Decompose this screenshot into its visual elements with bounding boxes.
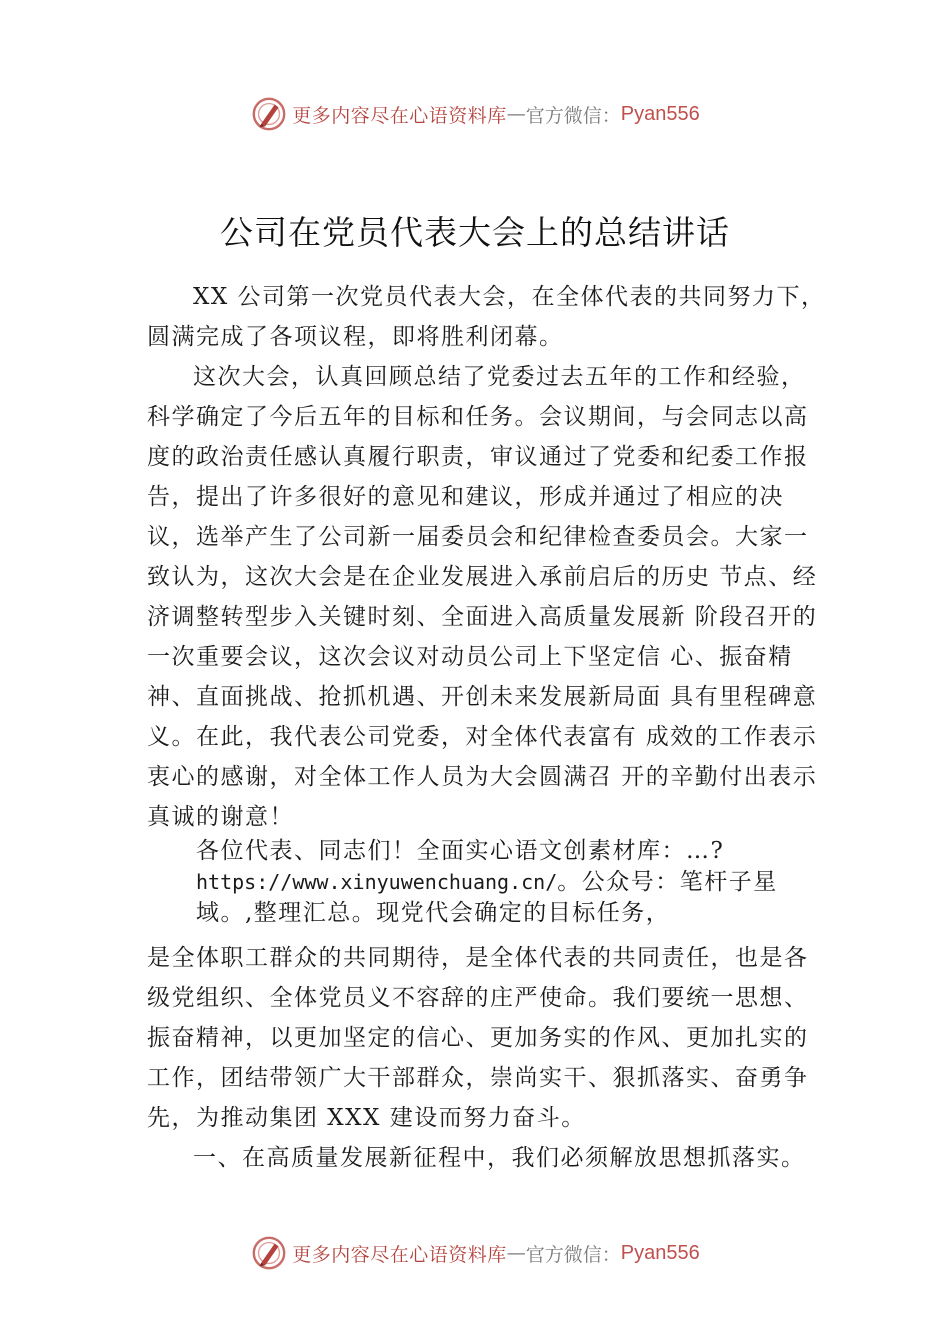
pen-logo-icon xyxy=(250,1234,288,1272)
paragraph-4 xyxy=(147,938,827,1138)
paragraph-4-text: 是全体职工群众的共同期待，是全体代表的共同责任，也是各级党组织、全体党员义不容辞的庄严使命。我们要统一思想、振奋精神，以更加坚定的信心、更加务实的作风、更加扎实的工作，团结带领广大干部群众，崇尚实干、狠抓落实、奋勇争先，为推动集团 XXX 建设而努力奋斗。 xyxy=(147,945,809,1131)
paragraph-3-line-1: 各位代表、同志们！全面实心语文创素材库：…? xyxy=(196,838,725,864)
paragraph-5 xyxy=(147,1138,827,1178)
watermark-dash: — xyxy=(506,1242,526,1264)
watermark-brand-text: 更多内容尽在心语资料库 xyxy=(292,1243,507,1266)
footer-watermark xyxy=(0,1234,950,1272)
paragraph-3-line-2-rest: 。公众号：笔杆子星 xyxy=(557,869,778,895)
paragraph-1-text: XX 公司第一次党员代表大会，在全体代表的共同努力下，圆满完成了各项议程，即将胜利闭幕。 xyxy=(147,284,826,350)
watermark-wechat-label: 官方微信： xyxy=(525,1243,621,1266)
paragraph-3-block xyxy=(196,836,836,929)
source-url-link[interactable]: https://www.xinyuwenchuang.cn/ xyxy=(196,870,558,894)
paragraph-2 xyxy=(147,357,827,837)
paragraph-1 xyxy=(147,277,827,357)
section-heading-1: 一、在高质量发展新征程中，我们必须解放思想抓落实。 xyxy=(193,1145,806,1171)
paragraph-2-text: 这次大会，认真回顾总结了党委过去五年的工作和经验，科学确定了今后五年的目标和任务。会议期间，与会同志以高度的政治责任感认真履行职责，审议通过了党委和纪委工作报告，提出了许多很好的意见和建议，形成并通过了相应的决议，选举产生了公司新一届委员会和纪律检查委员会。大家一致认为，这次大会是在企业发展进入承前启后的历史 节点、经济调整转型步入关键时刻、全面进入高质量发展新 阶段召开的一次重要会议，这次会议对动员公司上下坚定信 心、振奋精神、直面挑战、抢抓机遇、开创未来发展新局面 具有里程碑意义。在此，我代表公司党委，对全体代表富有 成效的工作表示衷心的感谢，对全体工作人员为大会圆满召 开的辛勤付出表示真诚的谢意！ xyxy=(147,364,818,830)
paragraph-3-line-2 xyxy=(196,867,836,898)
watermark-wechat-label: 官方微信： xyxy=(525,104,621,127)
watermark-dash: — xyxy=(506,103,526,125)
paragraph-3-line-3: 域。,整理汇总。现党代会确定的目标任务， xyxy=(196,900,671,926)
watermark-wechat-id: Pyan556 xyxy=(620,102,700,125)
header-watermark xyxy=(0,95,950,133)
pen-logo-icon xyxy=(250,95,288,133)
watermark-brand-text: 更多内容尽在心语资料库 xyxy=(292,104,507,127)
watermark-wechat-id: Pyan556 xyxy=(620,1241,700,1264)
document-title: 公司在党员代表大会上的总结讲话 xyxy=(220,213,730,253)
